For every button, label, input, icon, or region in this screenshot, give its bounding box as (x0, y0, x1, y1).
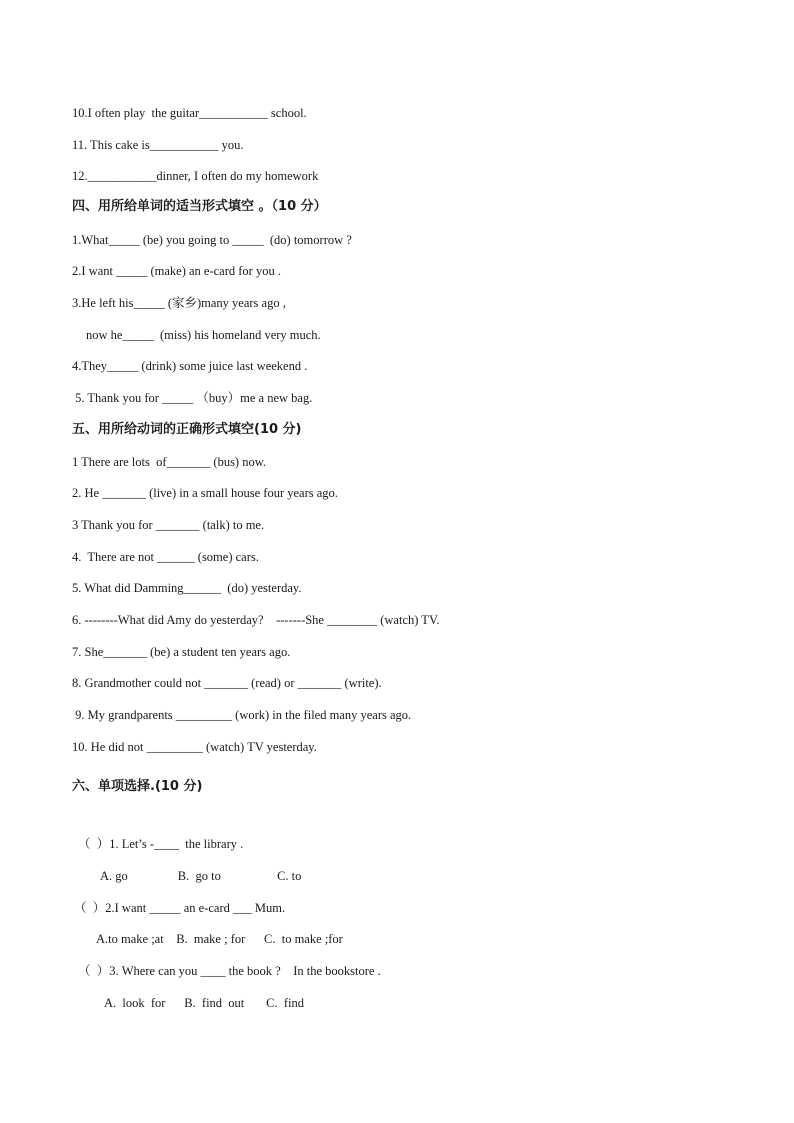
s5-item-4: 4. There are not ______ (some) cars. (72, 550, 259, 564)
s6-question-1-options: A. go B. go to C. to (100, 869, 302, 883)
question-12: 12.___________dinner, I often do my homework (72, 169, 319, 183)
s4-item-4: 4.They_____ (drink) some juice last weekend . (72, 359, 308, 373)
question-11: 11. This cake is___________ you. (72, 138, 244, 152)
s5-item-5: 5. What did Damming______ (do) yesterday. (72, 581, 302, 595)
question-10: 10.I often play the guitar___________ school. (72, 106, 307, 120)
s4-item-3-cont: now he_____ (miss) his homeland very much. (86, 328, 321, 342)
s6-question-1: （ ）1. Let’s -____ the library . (78, 837, 244, 851)
section6-heading: 六、单项选择.(10 分) (72, 779, 203, 794)
s5-item-2: 2. He _______ (live) in a small house four years ago. (72, 486, 338, 500)
s4-item-2: 2.I want _____ (make) an e-card for you . (72, 264, 281, 278)
s6-question-3-options: A. look for B. find out C. find (104, 996, 304, 1010)
s5-item-6: 6. --------What did Amy do yesterday? -------She ________ (watch) TV. (72, 613, 440, 627)
section4-heading: 四、用所给单词的适当形式填空 。（10 分） (72, 199, 327, 214)
s5-item-1: 1 There are lots of_______ (bus) now. (72, 455, 267, 469)
s6-question-2-options: A.to make ;at B. make ; for C. to make ;for (96, 932, 343, 946)
s4-item-3: 3.He left his_____ (家乡)many years ago , (72, 296, 286, 310)
s5-item-7: 7. She_______ (be) a student ten years ago. (72, 645, 291, 659)
s5-item-9: 9. My grandparents _________ (work) in the filed many years ago. (72, 708, 412, 722)
s6-question-2: （ ）2.I want _____ an e-card ___ Mum. (74, 901, 286, 915)
s5-item-10: 10. He did not _________ (watch) TV yesterday. (72, 740, 317, 754)
s4-item-5: 5. Thank you for _____ （buy）me a new bag. (72, 391, 313, 405)
s4-item-1: 1.What_____ (be) you going to _____ (do) tomorrow ? (72, 233, 352, 247)
s5-item-3: 3 Thank you for _______ (talk) to me. (72, 518, 265, 532)
section5-heading: 五、用所给动词的正确形式填空(10 分) (72, 422, 302, 437)
s6-question-3: （ ）3. Where can you ____ the book ? In the bookstore . (78, 964, 381, 978)
s5-item-8: 8. Grandmother could not _______ (read) or _______ (write). (72, 676, 382, 690)
